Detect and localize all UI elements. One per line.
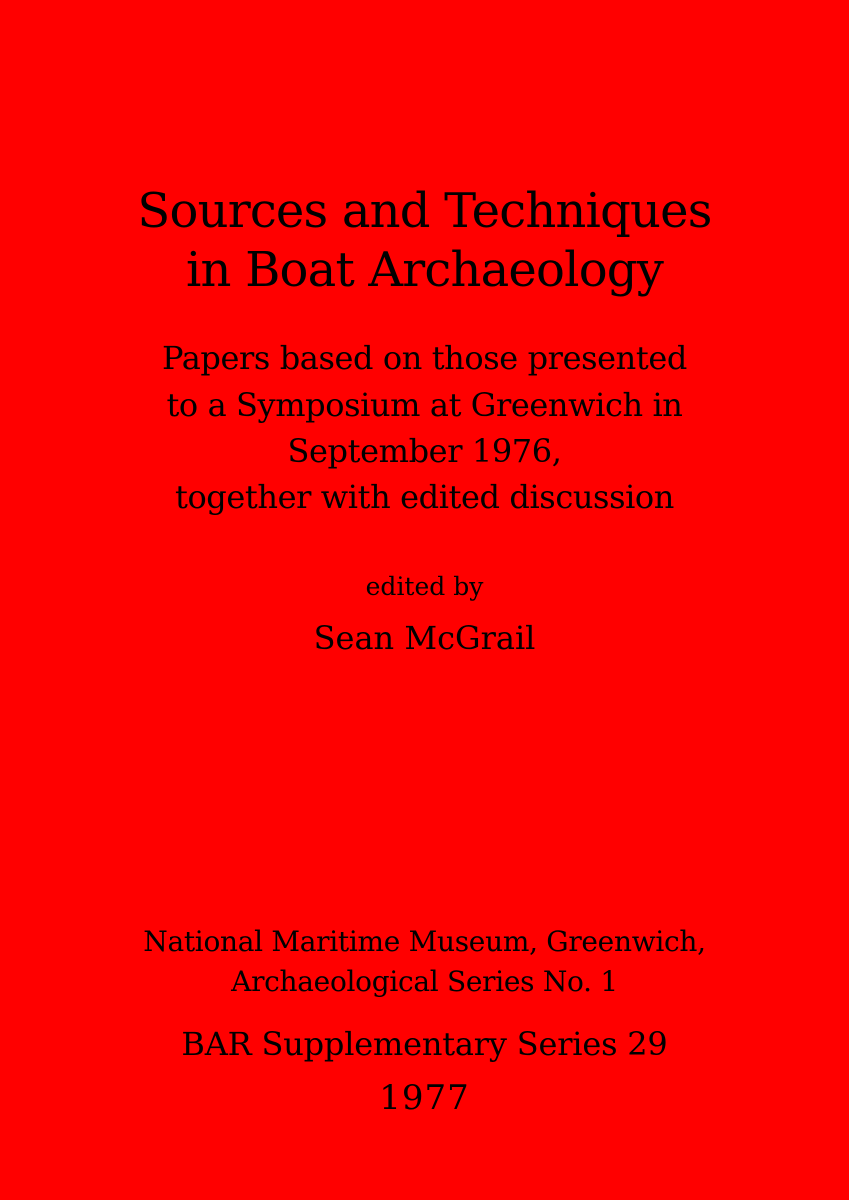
edited-by-label: edited by bbox=[365, 572, 484, 601]
museum-series-line-1: National Maritime Museum, Greenwich, bbox=[143, 925, 706, 958]
publication-year: 1977 bbox=[379, 1078, 470, 1118]
title-line-2: in Boat Archaeology bbox=[185, 242, 664, 298]
subtitle-line-1: Papers based on those presented bbox=[162, 339, 687, 377]
museum-series-line-2: Archaeological Series No. 1 bbox=[231, 965, 618, 998]
subtitle-line-3: September 1976, bbox=[287, 432, 562, 470]
subtitle-line-4: together with edited discussion bbox=[174, 478, 675, 516]
title-line-1: Sources and Techniques bbox=[137, 183, 712, 239]
editor-name: Sean McGrail bbox=[313, 619, 536, 657]
bar-series-number: BAR Supplementary Series 29 bbox=[181, 1025, 668, 1063]
subtitle-line-2: to a Symposium at Greenwich in bbox=[166, 386, 683, 424]
